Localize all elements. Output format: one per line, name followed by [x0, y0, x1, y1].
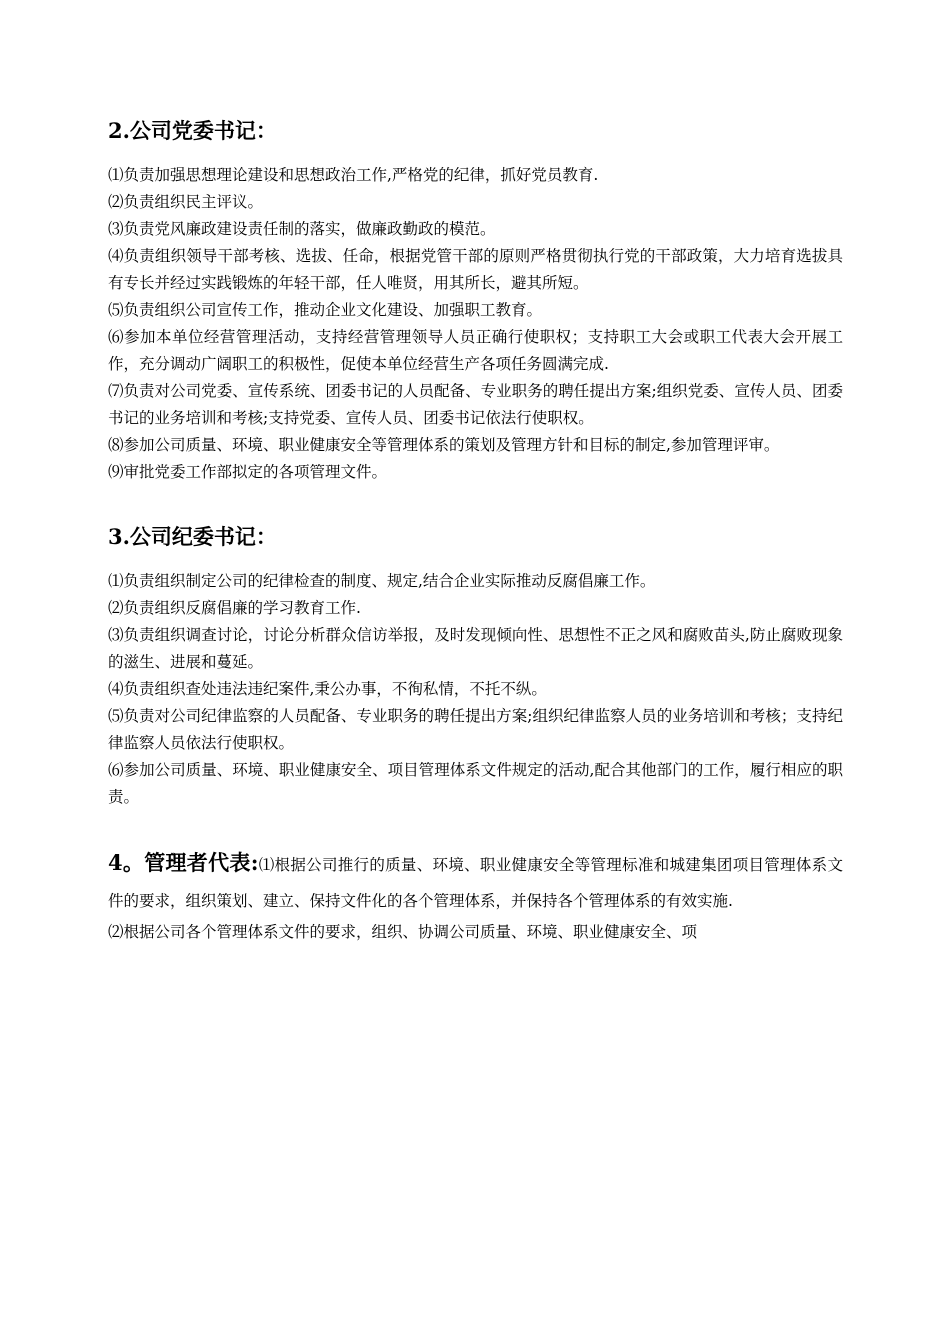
list-item: ⑻参加公司质量、环境、职业健康安全等管理体系的策划及管理方针和目标的制定,参加管理评审。 [108, 436, 780, 454]
list-item: ⑵负责组织反腐倡廉的学习教育工作. [108, 599, 361, 617]
list-item: ⑸负责对公司纪律监察的人员配备、专业职务的聘任提出方案;组织纪律监察人员的业务培训和考核；支持纪律监察人员依法行使职权。 [108, 707, 843, 752]
list-item: ⑹参加公司质量、环境、职业健康安全、项目管理体系文件规定的活动,配合其他部门的工作，履行相应的职责。 [108, 761, 843, 806]
section-discipline-secretary [108, 522, 843, 811]
list-item: ⑵负责组织民主评议。 [108, 193, 264, 211]
list-item: ⑵根据公司各个管理体系文件的要求，组织、协调公司质量、环境、职业健康安全、项 [108, 923, 698, 941]
list-item: ⑹参加本单位经营管理活动，支持经营管理领导人员正确行使职权；支持职工大会或职工代表大会开展工作，充分调动广阔职工的积极性，促使本单位经营生产各项任务圆满完成. [108, 328, 843, 373]
section-lead-paragraph [108, 845, 843, 919]
section-title: 4。管理者代表: [108, 850, 259, 875]
list-item: ⑴负责加强思想理论建设和思想政治工作,严格党的纪律，抓好党员教育. [108, 166, 599, 184]
list-item: ⑴负责组织制定公司的纪律检查的制度、规定,结合企业实际推动反腐倡廉工作。 [108, 572, 656, 590]
section-title: 3.公司纪委书记： [108, 524, 277, 549]
section-party-secretary [108, 116, 843, 486]
section-title: 2.公司党委书记： [108, 118, 277, 143]
list-item: ⑶负责组织调查讨论，讨论分析群众信访举报，及时发现倾向性、思想性不正之风和腐败苗头,防止腐败现象的滋生、进展和蔓延。 [108, 626, 843, 671]
document-page [108, 116, 843, 982]
list-item: ⑷负责组织领导干部考核、选拔、任命，根据党管干部的原则严格贯彻执行党的干部政策，大力培育选拔具有专长并经过实践锻炼的年轻干部，任人唯贤，用其所长，避其所短。 [108, 247, 843, 292]
list-item: ⑺负责对公司党委、宣传系统、团委书记的人员配备、专业职务的聘任提出方案;组织党委、宣传人员、团委书记的业务培训和考核;支持党委、宣传人员、团委书记依法行使职权。 [108, 382, 843, 427]
list-item: ⑶负责党风廉政建设责任制的落实，做廉政勤政的模范。 [108, 220, 496, 238]
list-item: ⑸负责组织公司宣传工作，推动企业文化建设、加强职工教育。 [108, 301, 543, 319]
list-item: ⑼审批党委工作部拟定的各项管理文件。 [108, 463, 388, 481]
lead-text: ⑴根据公司推行的质量、环境、职业健康安全等管理标准和城建集团项目管理体系文件的要求，组织策划、建立、保持文件化的各个管理体系，并保持各个管理体系的有效实施. [108, 856, 843, 910]
section-management-representative [108, 845, 843, 946]
list-item: ⑷负责组织查处违法违纪案件,秉公办事，不徇私情，不托不纵。 [108, 680, 547, 698]
